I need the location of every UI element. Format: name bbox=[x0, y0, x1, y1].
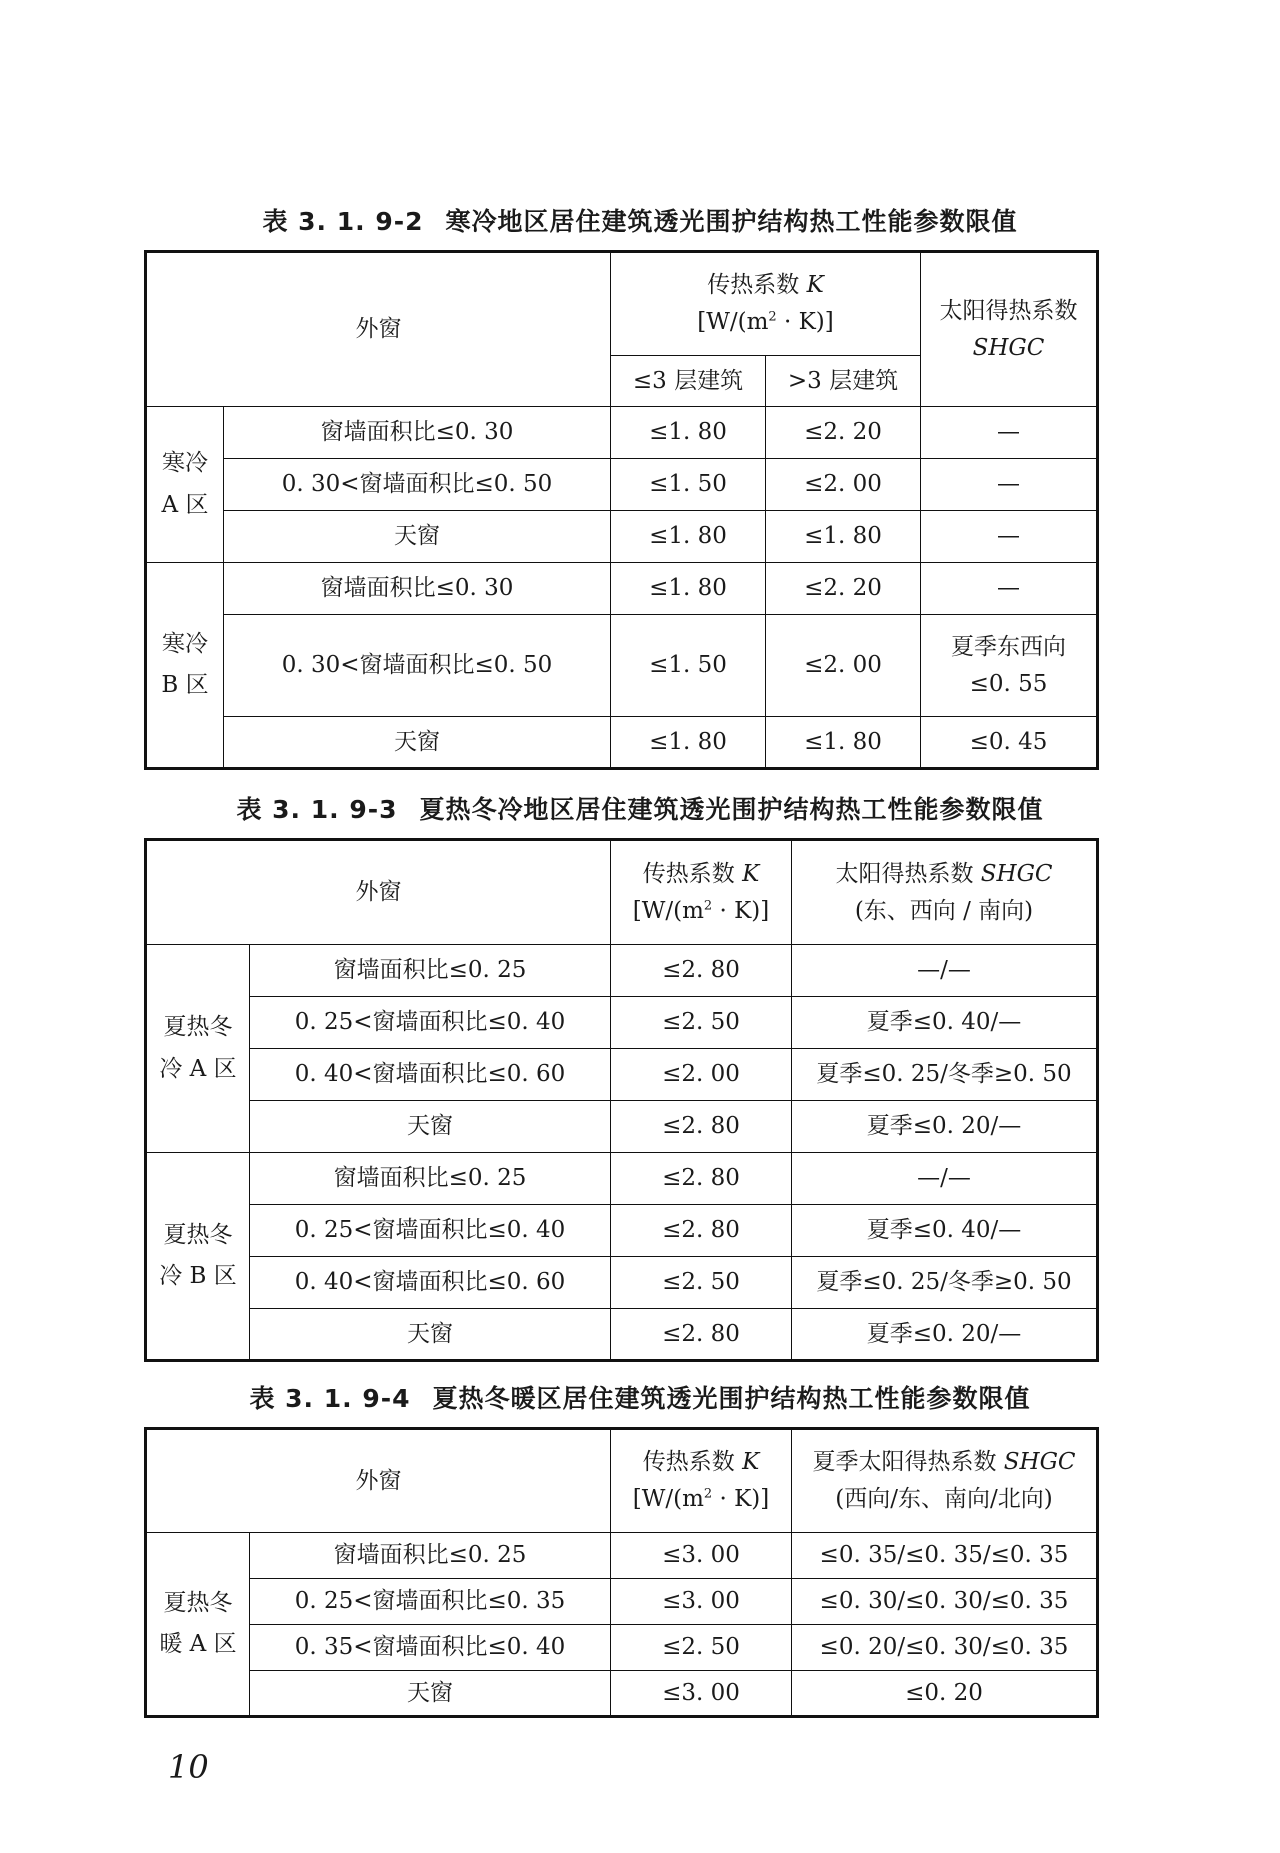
zone-label: 寒冷 B 区 bbox=[146, 563, 224, 769]
table-cell: ≤0. 20 bbox=[792, 1671, 1098, 1717]
table-cell: ≤1. 80 bbox=[611, 511, 766, 563]
shgc-symbol: SHGC bbox=[1003, 1449, 1076, 1476]
table-cell: ≤3. 00 bbox=[611, 1579, 792, 1625]
table-cell: 天窗 bbox=[224, 511, 611, 563]
table-row bbox=[146, 1533, 1098, 1579]
table-cell: ≤1. 80 bbox=[766, 511, 921, 563]
table-cell: 0. 40<窗墙面积比≤0. 60 bbox=[250, 1049, 611, 1101]
table-caption bbox=[0, 202, 1280, 238]
table-header-row bbox=[146, 840, 1098, 945]
table-cell: 0. 35<窗墙面积比≤0. 40 bbox=[250, 1625, 611, 1671]
header-shgc bbox=[792, 1429, 1098, 1533]
table-cell: ≤2. 80 bbox=[611, 1309, 792, 1361]
table-row bbox=[146, 945, 1098, 997]
header-window: 外窗 bbox=[146, 252, 611, 407]
table-cell: ≤2. 50 bbox=[611, 1625, 792, 1671]
table-cell: 夏季东西向 ≤0. 55 bbox=[921, 615, 1098, 717]
table-cell: 夏季≤0. 20/— bbox=[792, 1101, 1098, 1153]
table-cell: — bbox=[921, 563, 1098, 615]
table-row bbox=[146, 615, 1098, 717]
table-title: 寒冷地区居住建筑透光围护结构热工性能参数限值 bbox=[445, 207, 1018, 236]
table-caption bbox=[0, 790, 1280, 826]
table-row bbox=[146, 1205, 1098, 1257]
table-cell: 窗墙面积比≤0. 25 bbox=[250, 945, 611, 997]
k-symbol: K bbox=[806, 272, 824, 299]
data-table bbox=[144, 250, 1099, 770]
shgc-symbol: SHGC bbox=[972, 334, 1045, 361]
table-row bbox=[146, 407, 1098, 459]
table-cell: 窗墙面积比≤0. 25 bbox=[250, 1533, 611, 1579]
table-row bbox=[146, 1309, 1098, 1361]
table-cell: 夏季≤0. 25/冬季≥0. 50 bbox=[792, 1049, 1098, 1101]
table-cell: 夏季≤0. 25/冬季≥0. 50 bbox=[792, 1257, 1098, 1309]
table-cell: — bbox=[921, 459, 1098, 511]
table-cell: 0. 30<窗墙面积比≤0. 50 bbox=[224, 615, 611, 717]
table-row bbox=[146, 511, 1098, 563]
table-cell: 天窗 bbox=[250, 1671, 611, 1717]
table-row bbox=[146, 1625, 1098, 1671]
table-row bbox=[146, 1579, 1098, 1625]
table-number: 表 3. 1. 9-2 bbox=[262, 207, 424, 236]
header-k bbox=[611, 1429, 792, 1533]
data-table bbox=[144, 1427, 1099, 1718]
table-cell: 0. 25<窗墙面积比≤0. 35 bbox=[250, 1579, 611, 1625]
header-window: 外窗 bbox=[146, 840, 611, 945]
shgc-label: 太阳得热系数 bbox=[835, 860, 974, 887]
table-cell: ≤2. 80 bbox=[611, 1205, 792, 1257]
table-cell: ≤2. 80 bbox=[611, 1101, 792, 1153]
table-row bbox=[146, 1101, 1098, 1153]
table-cell: 夏季≤0. 20/— bbox=[792, 1309, 1098, 1361]
table-header-row bbox=[146, 252, 1098, 356]
table-cell: 0. 25<窗墙面积比≤0. 40 bbox=[250, 1205, 611, 1257]
table-header-row bbox=[146, 1429, 1098, 1533]
page-number: 10 bbox=[168, 1748, 209, 1786]
table-cell: —/— bbox=[792, 945, 1098, 997]
table-cell: — bbox=[921, 407, 1098, 459]
table-cell: 天窗 bbox=[250, 1101, 611, 1153]
table-cell: ≤1. 80 bbox=[611, 717, 766, 769]
zone-label: 夏热冬 冷 A 区 bbox=[146, 945, 250, 1153]
header-k bbox=[611, 840, 792, 945]
zone-label: 夏热冬 冷 B 区 bbox=[146, 1153, 250, 1361]
table-cell: 窗墙面积比≤0. 30 bbox=[224, 563, 611, 615]
k-unit: $[W/(m^2 \cdot K)]$ bbox=[697, 309, 834, 335]
table-cell: 天窗 bbox=[224, 717, 611, 769]
shgc-orientation: (东、西向 / 南向) bbox=[854, 897, 1034, 924]
k-symbol: K bbox=[742, 860, 760, 887]
k-label: 传热系数 bbox=[642, 860, 735, 887]
table-row bbox=[146, 1257, 1098, 1309]
table-cell: ≤0. 35/≤0. 35/≤0. 35 bbox=[792, 1533, 1098, 1579]
table-cell: 0. 30<窗墙面积比≤0. 50 bbox=[224, 459, 611, 511]
header-window: 外窗 bbox=[146, 1429, 611, 1533]
table-row bbox=[146, 1671, 1098, 1717]
table-row bbox=[146, 997, 1098, 1049]
table-cell: ≤0. 45 bbox=[921, 717, 1098, 769]
shgc-label: 太阳得热系数 bbox=[939, 297, 1078, 324]
table-cell: ≤2. 20 bbox=[766, 563, 921, 615]
table-number: 表 3. 1. 9-4 bbox=[249, 1384, 411, 1413]
k-unit: $[W/(m^2 \cdot K)]$ bbox=[632, 897, 770, 924]
table-cell: ≤0. 20/≤0. 30/≤0. 35 bbox=[792, 1625, 1098, 1671]
table-cell: ≤1. 80 bbox=[611, 407, 766, 459]
k-label: 传热系数 bbox=[707, 272, 800, 299]
header-shgc bbox=[921, 252, 1098, 407]
table-cell: ≤3. 00 bbox=[611, 1671, 792, 1717]
table-cell: 夏季≤0. 40/— bbox=[792, 1205, 1098, 1257]
table-caption bbox=[0, 1379, 1280, 1415]
table-number: 表 3. 1. 9-3 bbox=[236, 795, 398, 824]
shgc-symbol: SHGC bbox=[980, 860, 1053, 887]
table-cell: ≤2. 80 bbox=[611, 945, 792, 997]
table-cell: ≤1. 50 bbox=[611, 459, 766, 511]
table-cell: 窗墙面积比≤0. 30 bbox=[224, 407, 611, 459]
table-row bbox=[146, 1049, 1098, 1101]
table-cell: ≤2. 00 bbox=[766, 615, 921, 717]
table-cell: ≤1. 80 bbox=[611, 563, 766, 615]
table-cell: ≤0. 30/≤0. 30/≤0. 35 bbox=[792, 1579, 1098, 1625]
zone-label: 寒冷 A 区 bbox=[146, 407, 224, 563]
zone-label: 夏热冬 暖 A 区 bbox=[146, 1533, 250, 1717]
table-cell: 窗墙面积比≤0. 25 bbox=[250, 1153, 611, 1205]
header-k bbox=[611, 252, 921, 356]
k-label: 传热系数 bbox=[642, 1449, 735, 1476]
table-cell: 0. 25<窗墙面积比≤0. 40 bbox=[250, 997, 611, 1049]
table-row bbox=[146, 717, 1098, 769]
table-cell: ≤2. 50 bbox=[611, 1257, 792, 1309]
table-cell: ≤1. 50 bbox=[611, 615, 766, 717]
table-title: 夏热冬冷地区居住建筑透光围护结构热工性能参数限值 bbox=[419, 795, 1044, 824]
table-title: 夏热冬暖区居住建筑透光围护结构热工性能参数限值 bbox=[432, 1384, 1031, 1413]
table-cell: 夏季≤0. 40/— bbox=[792, 997, 1098, 1049]
data-table bbox=[144, 838, 1099, 1362]
table-row bbox=[146, 563, 1098, 615]
table-cell: ≤2. 00 bbox=[766, 459, 921, 511]
header-le3: ≤3 层建筑 bbox=[611, 356, 766, 407]
table-cell: —/— bbox=[792, 1153, 1098, 1205]
header-gt3: >3 层建筑 bbox=[766, 356, 921, 407]
table-cell: ≤3. 00 bbox=[611, 1533, 792, 1579]
k-symbol: K bbox=[742, 1449, 760, 1476]
table-cell: ≤2. 80 bbox=[611, 1153, 792, 1205]
shgc-orientation: (西向/东、南向/北向) bbox=[835, 1486, 1053, 1512]
table-cell: — bbox=[921, 511, 1098, 563]
table-cell: ≤2. 20 bbox=[766, 407, 921, 459]
table-row bbox=[146, 1153, 1098, 1205]
table-cell: 天窗 bbox=[250, 1309, 611, 1361]
table-cell: ≤2. 00 bbox=[611, 1049, 792, 1101]
table-cell: ≤2. 50 bbox=[611, 997, 792, 1049]
table-row bbox=[146, 459, 1098, 511]
table-cell: 0. 40<窗墙面积比≤0. 60 bbox=[250, 1257, 611, 1309]
header-shgc bbox=[792, 840, 1098, 945]
table-cell: ≤1. 80 bbox=[766, 717, 921, 769]
k-unit: $[W/(m^2 \cdot K)]$ bbox=[632, 1486, 770, 1512]
shgc-label: 夏季太阳得热系数 bbox=[812, 1449, 997, 1476]
